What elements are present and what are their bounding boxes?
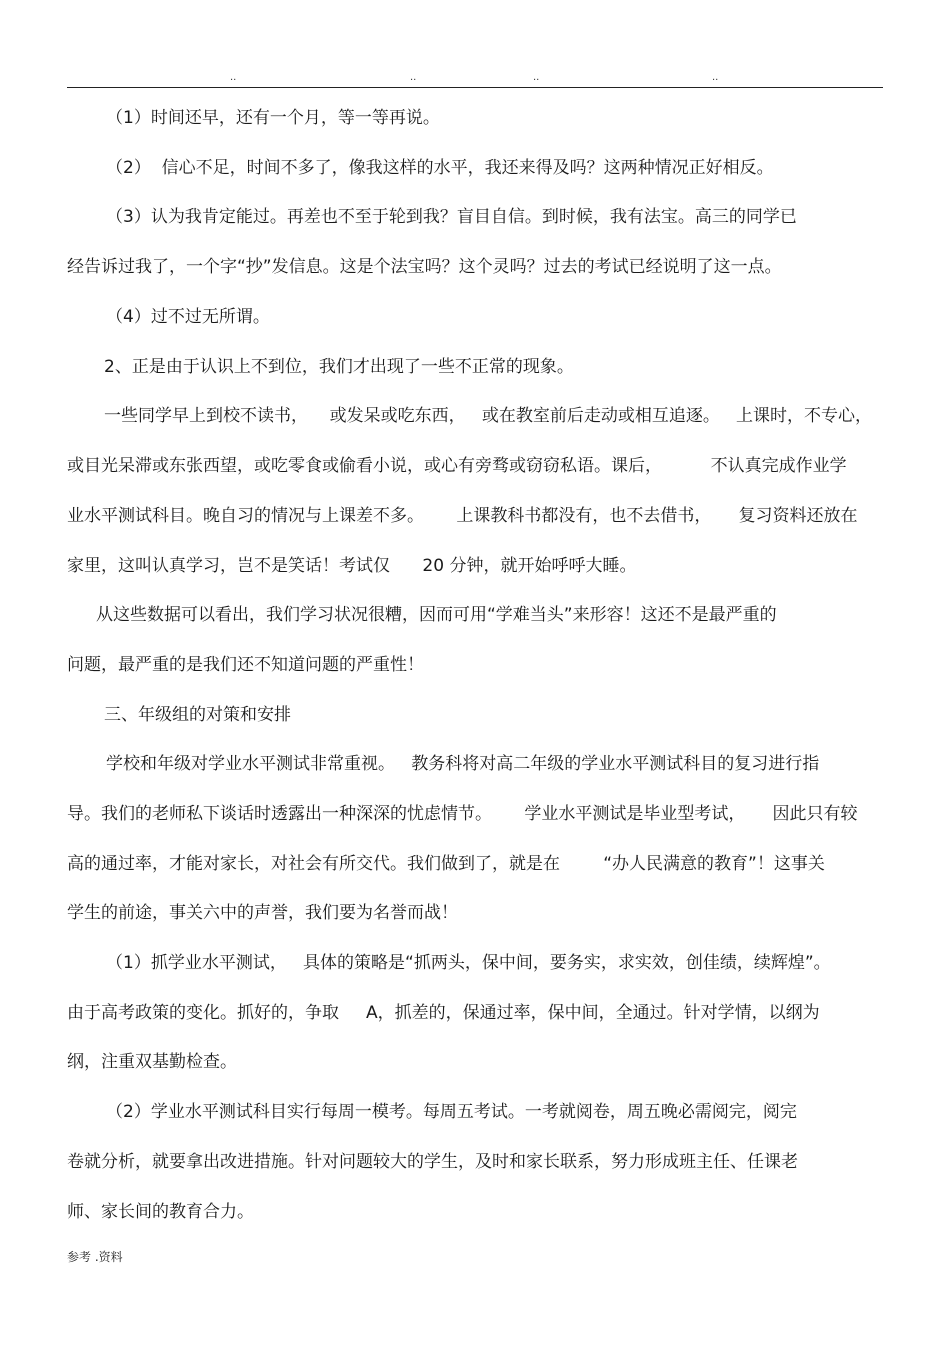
header-mark: ..: [230, 72, 237, 83]
header-mark: ..: [533, 72, 540, 83]
text-line: （3）认为我肯定能过。再差也不至于轮到我？盲目自信。到时候，我有法宝。高三的同学已: [106, 207, 797, 227]
text-line: 一些同学早上到校不读书， 或发呆或吃东西， 或在教室前后走动或相互追逐。 上课时，不专心，: [104, 406, 873, 426]
text-line: 或目光呆滞或东张西望，或吃零食或偷看小说，或心有旁骛或窃窃私语。课后， 不认真完成作业学: [67, 456, 847, 476]
text-line: （2） 信心不足，时间不多了，像我这样的水平，我还来得及吗？这两种情况正好相反。: [106, 158, 774, 178]
text-line: 业水平测试科目。晚自习的情况与上课差不多。 上课教科书都没有，也不去借书， 复习资料还放在: [67, 506, 858, 526]
text-line: 学校和年级对学业水平测试非常重视。 教务科将对高二年级的学业水平测试科目的复习进行指: [106, 754, 820, 774]
text-line: 高的通过率，才能对家长，对社会有所交代。我们做到了，就是在 “办人民满意的教育”！这事关: [67, 854, 825, 874]
text-line: 师、家长间的教育合力。: [67, 1202, 254, 1222]
text-line: 纲，注重双基勤检查。: [67, 1052, 237, 1072]
text-line: 问题，最严重的是我们还不知道问题的严重性！: [67, 655, 424, 675]
section-heading: 2、正是由于认识上不到位，我们才出现了一些不正常的现象。: [104, 357, 574, 377]
text-line: 卷就分析，就要拿出改进措施。针对问题较大的学生，及时和家长联系，努力形成班主任、任课老: [67, 1152, 798, 1172]
text-line: （4）过不过无所谓。: [106, 307, 270, 327]
text-line: 从这些数据可以看出，我们学习状况很糟，因而可用“学难当头”来形容！这还不是最严重的: [96, 605, 777, 625]
text-line: 经告诉过我了，一个字“抄”发信息。这是个法宝吗？这个灵吗？过去的考试已经说明了这一点。: [67, 257, 782, 277]
section-heading: 三、年级组的对策和安排: [104, 705, 291, 725]
text-line: （2）学业水平测试科目实行每周一模考。每周五考试。一考就阅卷，周五晚必需阅完，阅完: [106, 1102, 797, 1122]
text-line: （1）时间还早，还有一个月，等一等再说。: [106, 108, 440, 128]
text-line: 由于高考政策的变化。抓好的，争取 A，抓差的，保通过率，保中间，全通过。针对学情，以纲为: [67, 1003, 820, 1023]
text-line: （1）抓学业水平测试， 具体的策略是“抓两头，保中间，要务实，求实效，创佳绩，续辉煌”。: [106, 953, 831, 973]
header-mark: ..: [712, 72, 719, 83]
header-rule: [67, 87, 883, 88]
page-footer: 参考 .资料: [67, 1250, 123, 1264]
text-line: 家里，这叫认真学习，岂不是笑话！考试仅 20 分钟，就开始呼呼大睡。: [67, 556, 637, 576]
header-mark: ..: [410, 72, 417, 83]
text-line: 学生的前途，事关六中的声誉，我们要为名誉而战！: [67, 903, 458, 923]
text-line: 导。我们的老师私下谈话时透露出一种深深的忧虑情节。 学业水平测试是毕业型考试， 因此只有较: [67, 804, 858, 824]
